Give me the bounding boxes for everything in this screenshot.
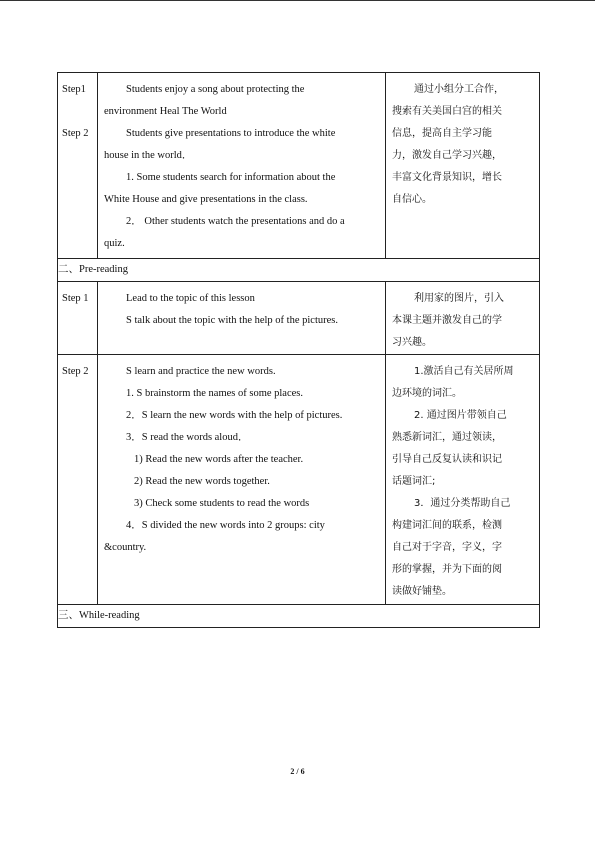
table-row	[58, 73, 540, 259]
section-heading: 二、Pre-reading	[58, 259, 540, 282]
purpose-line: 形的掌握，并为下面的阅	[392, 564, 502, 575]
section-row	[58, 259, 540, 282]
purpose-line: 本课主题并激发自己的学	[392, 315, 502, 326]
purpose-line: 读做好铺垫。	[392, 586, 452, 597]
activity-line: environment Heal The World	[104, 106, 227, 117]
activity-line: 3．S read the words aloud．	[126, 432, 249, 443]
purpose-line: 1.激活自己有关居所周	[414, 366, 514, 377]
purpose-line: 边环境的词汇。	[392, 388, 462, 399]
activity-line: 2．S learn the new words with the help of pictures.	[126, 410, 343, 421]
purpose-line: 熟悉新词汇，通过领读，	[392, 432, 502, 443]
purpose-cell	[386, 355, 540, 605]
step-label: Step1	[62, 84, 86, 95]
activity-line: Lead to the topic of this lesson	[126, 293, 255, 304]
section-row	[58, 605, 540, 628]
activity-line: &country.	[104, 542, 147, 553]
table-row	[58, 355, 540, 605]
activity-line: quiz.	[104, 238, 125, 249]
activity-cell	[98, 355, 386, 605]
activity-line: 1) Read the new words after the teacher.	[134, 454, 304, 465]
activity-cell	[98, 282, 386, 355]
step-cell	[58, 73, 98, 259]
purpose-line: 利用家的图片，引入	[414, 293, 504, 304]
purpose-line: 构建词汇间的联系，检测	[392, 520, 502, 531]
activity-line: 4．S divided the new words into 2 groups: city	[126, 520, 325, 531]
purpose-line: 自己对于字音，字义，字	[392, 542, 502, 553]
purpose-line: 搜索有关美国白宫的相关	[392, 106, 502, 117]
purpose-line: 丰富文化背景知识，增长	[392, 172, 502, 183]
purpose-line: 3．通过分类帮助自己	[414, 498, 511, 509]
purpose-line: 习兴趣。	[392, 337, 432, 348]
activity-line: 1. S brainstorm the names of some places.	[126, 388, 304, 399]
purpose-line: 话题词汇;	[392, 476, 436, 487]
purpose-cell	[386, 73, 540, 259]
activity-line: S talk about the topic with the help of the pictures.	[126, 315, 338, 326]
activity-line: S learn and practice the new words.	[126, 366, 276, 377]
page-number: 2 / 6	[290, 767, 305, 776]
activity-line: 2． Other students watch the presentations and do a	[126, 216, 345, 227]
activity-cell	[98, 73, 386, 259]
activity-line: 1. Some students search for information about the	[126, 172, 336, 183]
purpose-line: 通过小组分工合作，	[414, 84, 504, 95]
header-rule	[0, 0, 595, 1]
step-label: Step 2	[62, 128, 89, 139]
purpose-cell	[386, 282, 540, 355]
activity-line: house in the world．	[104, 150, 193, 161]
purpose-line: 2. 通过图片带领自己	[414, 410, 507, 421]
table-row	[58, 282, 540, 355]
step-label: Step 1	[62, 293, 89, 304]
section-heading: 三、While-reading	[58, 605, 540, 628]
purpose-line: 引导自己反复认读和识记	[392, 454, 502, 465]
activity-line: Students enjoy a song about protecting the	[126, 84, 305, 95]
lesson-plan-table	[57, 72, 540, 628]
step-cell	[58, 355, 98, 605]
purpose-line: 自信心。	[392, 194, 432, 205]
activity-line: 3) Check some students to read the words	[134, 498, 310, 509]
activity-line: White House and give presentations in the class.	[104, 194, 308, 205]
purpose-line: 信息，提高自主学习能	[392, 128, 492, 139]
step-cell	[58, 282, 98, 355]
step-label: Step 2	[62, 366, 89, 377]
purpose-line: 力，激发自己学习兴趣，	[392, 150, 502, 161]
activity-line: 2) Read the new words together.	[134, 476, 270, 487]
activity-line: Students give presentations to introduce the white	[126, 128, 336, 139]
